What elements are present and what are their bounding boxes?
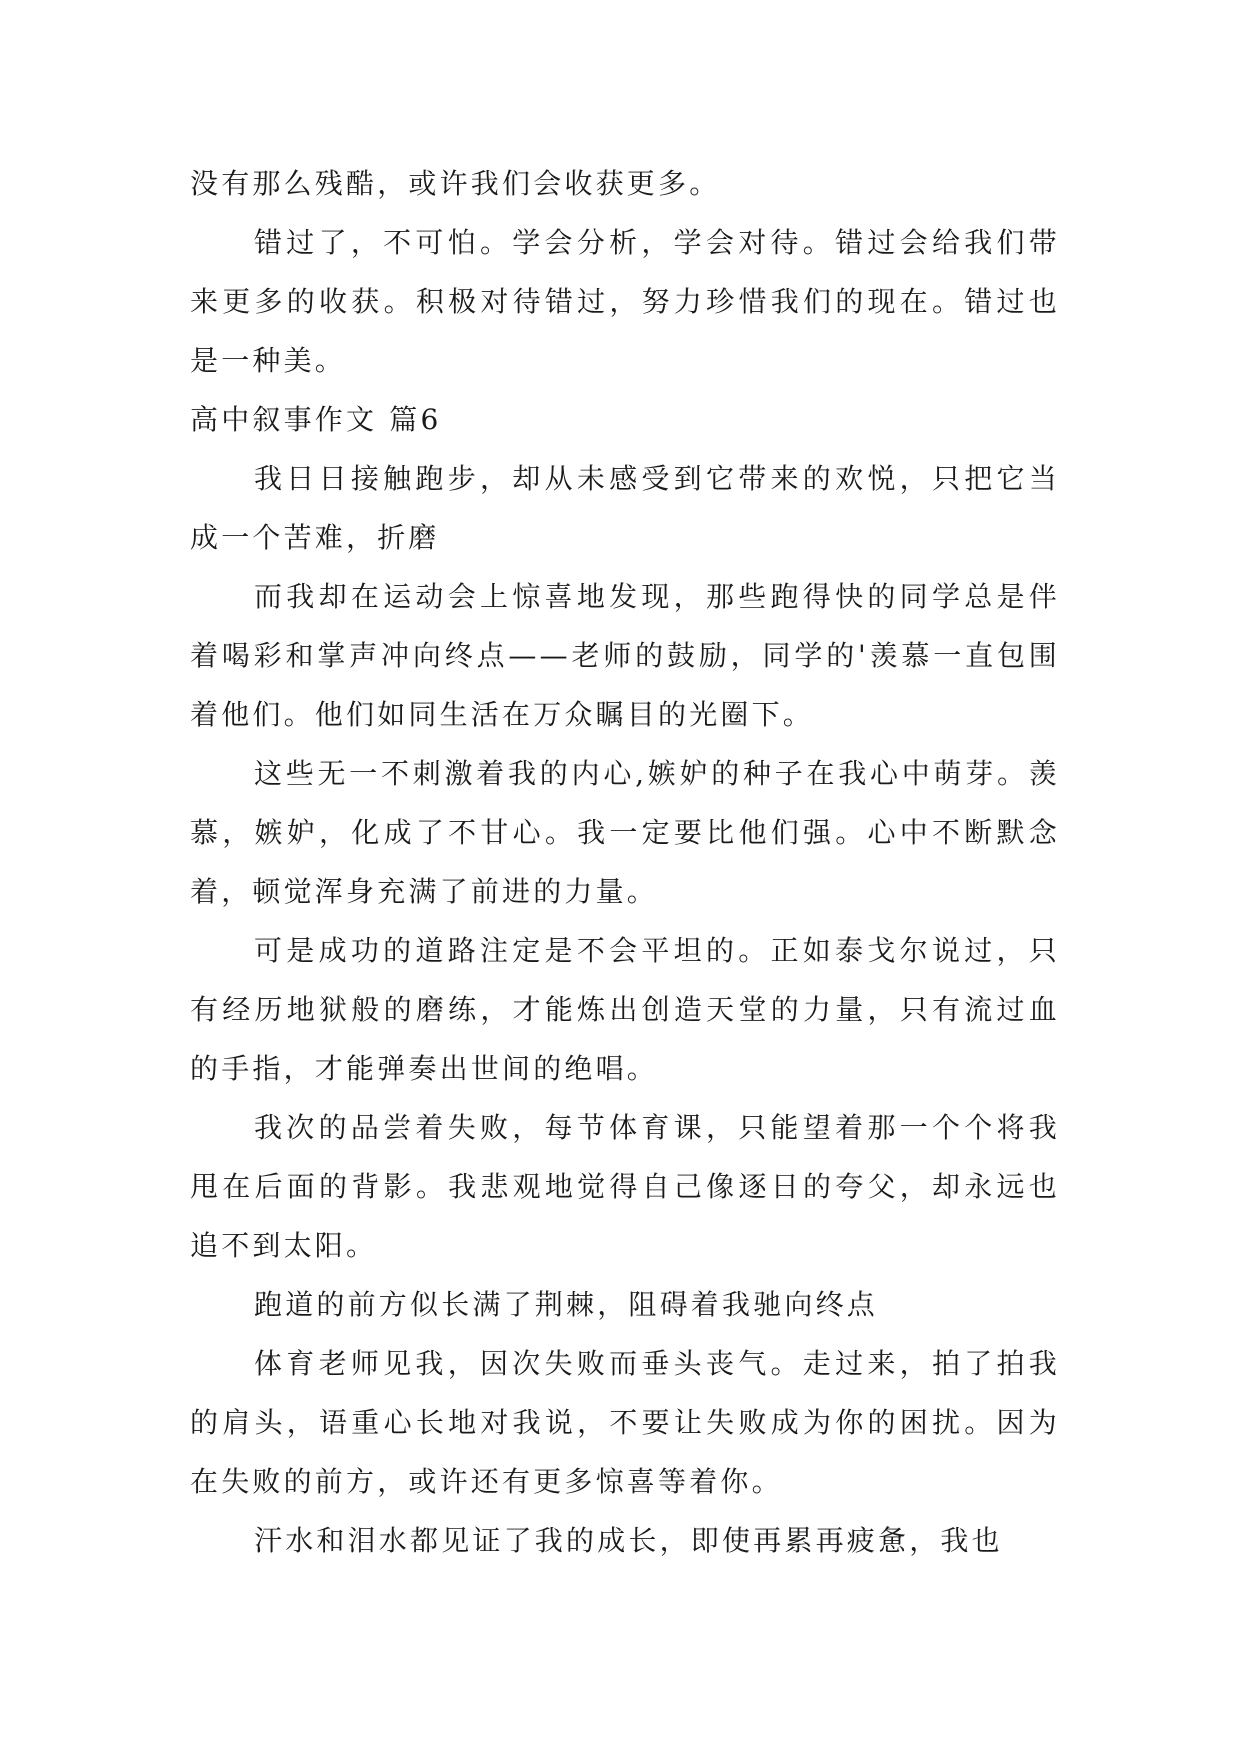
section-title: 高中叙事作文 篇6 [190, 403, 442, 436]
document-body [190, 154, 1060, 1570]
paragraph: 可是成功的道路注定是不会平坦的。正如泰戈尔说过，只有经历地狱般的磨练，才能炼出创造天堂的力量，只有流过血的手指，才能弹奏出世间的绝唱。 [190, 934, 1060, 1085]
paragraph: 我次的品尝着失败，每节体育课，只能望着那一个个将我甩在后面的背影。我悲观地觉得自己像逐日的夸父，却永远也追不到太阳。 [190, 1111, 1060, 1262]
paragraph: 跑道的前方似长满了荆棘，阻碍着我驰向终点 [254, 1288, 879, 1321]
paragraph: 这些无一不刺激着我的内心,嫉妒的种子在我心中萌芽。羡慕，嫉妒，化成了不甘心。我一定要比他们强。心中不断默念着，顿觉浑身充满了前进的力量。 [190, 757, 1060, 908]
paragraph: 汗水和泪水都见证了我的成长，即使再累再疲惫，我也 [254, 1524, 1003, 1557]
paragraph: 而我却在运动会上惊喜地发现，那些跑得快的同学总是伴着喝彩和掌声冲向终点——老师的鼓励，同学的'羡慕一直包围着他们。他们如同生活在万众瞩目的光圈下。 [190, 580, 1060, 731]
paragraph: 错过了，不可怕。学会分析，学会对待。错过会给我们带来更多的收获。积极对待错过，努力珍惜我们的现在。错过也是一种美。 [190, 226, 1060, 377]
paragraph: 没有那么残酷，或许我们会收获更多。 [190, 167, 721, 200]
paragraph: 体育老师见我，因次失败而垂头丧气。走过来，拍了拍我的肩头，语重心长地对我说，不要让失败成为你的困扰。因为在失败的前方，或许还有更多惊喜等着你。 [190, 1347, 1060, 1498]
paragraph: 我日日接触跑步，却从未感受到它带来的欢悦，只把它当成一个苦难，折磨 [190, 462, 1060, 554]
